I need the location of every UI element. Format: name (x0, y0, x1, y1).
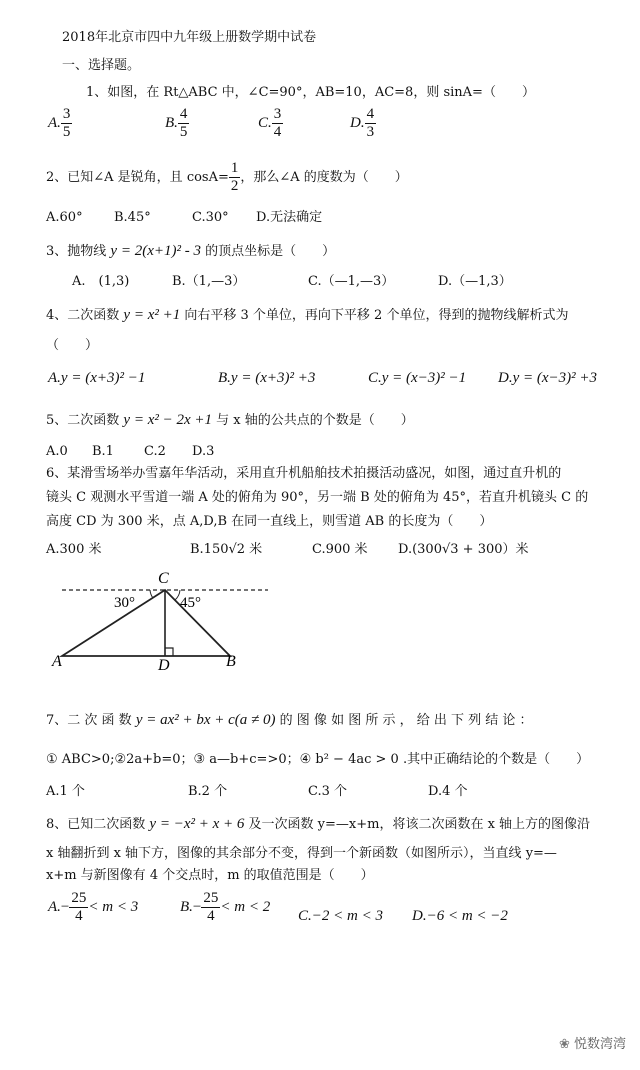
q5-option-c: C.2 (144, 444, 166, 459)
angle-45: 45° (180, 595, 201, 611)
q2-option-d: D.无法确定 (256, 210, 323, 225)
q3-option-b: B.（1,—3） (172, 274, 246, 289)
triangle-abc (62, 590, 230, 656)
q8-option-d: D.−6 < m < −2 (412, 908, 508, 924)
q7-option-c: C.3 个 (308, 784, 348, 799)
right-angle-mark (165, 648, 173, 656)
q7-stem-line-1: 7、二 次 函 数 y = ax² + bx + c(a ≠ 0) 的 图 像 如 图 所 示 ， 给 出 下 列 结 论 ： (46, 712, 533, 728)
q8-stem-line-1: 8、已知二次函数 y = −x² + x + 6 及一次函数 y=—x+m，将该二次函数在 x 轴上方的图像沿 (46, 816, 591, 832)
q8-stem-line-3: x+m 与新图像有 4 个交点时，m 的取值范围是（ ） (46, 868, 374, 883)
q8-option-a: A.− $\frac{25}{4}$ < m < 3 (48, 890, 139, 924)
q4-option-b: B.y = (x+3)² +3 (218, 370, 316, 386)
q2-option-a: A.60° (46, 210, 83, 225)
q7-option-b: B.2 个 (188, 784, 228, 799)
q8-stem-line-2: x 轴翻折到 x 轴下方，图像的其余部分不变，得到一个新函数（如图所示），当直线 y=— (46, 846, 557, 861)
q3-option-c: C.（—1,—3） (308, 274, 395, 289)
angle-arc-left (150, 590, 153, 598)
q3-option-d: D.（—1,3） (438, 274, 512, 289)
paper-title: 2018年北京市四中九年级上册数学期中试卷 (62, 30, 317, 45)
q6-line-2: 镜头 C 观测水平雪道一端 A 处的俯角为 90°，另一端 B 处的俯角为 45°，若直升机镜头 C 的 (46, 490, 589, 505)
q2-option-b: B.45° (114, 210, 151, 225)
q2-stem: 2、已知∠A 是锐角，且 cosA= $\frac{1}{2}$ ，那么∠A 的度数为（ ） (46, 160, 408, 194)
q6-line-3: 高度 CD 为 300 米，点 A,D,B 在同一直线上，则雪道 AB 的长度为（ ） (46, 514, 493, 529)
q5-option-d: D.3 (192, 444, 215, 459)
q8-option-c: C.−2 < m < 3 (298, 908, 383, 924)
label-c: C (158, 570, 169, 587)
watermark: ❀ 悦数湾湾 (558, 1037, 626, 1052)
q4-option-a: A.y = (x+3)² −1 (48, 370, 146, 386)
q3-option-a: A. (1,3) (72, 274, 130, 289)
q5-option-a: A.0 (46, 444, 68, 459)
q1-option-c: C. $\frac{3}{4}$ (258, 106, 282, 140)
q7-stem-line-2: ① ABC>0;②2a+b=0；③ a—b+c=>0；④ b² − 4ac > 0 .其中正确结论的个数是（ ） (46, 752, 590, 767)
q7-option-d: D.4 个 (428, 784, 468, 799)
q3-stem: 3、抛物线 y = 2(x+1)² - 3 的顶点坐标是（ ） (46, 243, 336, 259)
label-a: A (52, 653, 62, 670)
q8-option-b: B.− $\frac{25}{4}$ < m < 2 (180, 890, 271, 924)
q6-option-a: A.300 米 (46, 542, 102, 557)
q5-stem: 5、二次函数 y = x² − 2x +1 与 x 轴的公共点的个数是（ ） (46, 412, 414, 428)
q1-option-b: B. $\frac{4}{5}$ (165, 106, 188, 140)
q2-option-c: C.30° (192, 210, 229, 225)
q1-stem: 1、如图，在 Rt△ABC 中，∠C=90°，AB=10，AC=8，则 sinA=（ ） (86, 85, 535, 100)
section-heading: 一、选择题。 (62, 58, 141, 73)
q6-option-b: B.150√2 米 (190, 542, 263, 557)
label-b: B (226, 653, 236, 670)
q5-option-b: B.1 (92, 444, 114, 459)
q1-option-d: D. $\frac{4}{3}$ (350, 106, 375, 140)
angle-30: 30° (114, 595, 135, 611)
q6-triangle-figure (40, 568, 280, 672)
q7-option-a: A.1 个 (46, 784, 85, 799)
q6-option-d: D.(300√3 + 300）米 (398, 542, 529, 557)
wechat-icon: ❀ (558, 1037, 574, 1052)
q4-option-c: C.y = (x−3)² −1 (368, 370, 467, 386)
q1-option-a: A. $\frac{3}{5}$ (48, 106, 71, 140)
q4-stem: 4、二次函数 y = x² +1 向右平移 3 个单位，再向下平移 2 个单位，得到的抛物线解析式为 (46, 307, 569, 323)
label-d: D (158, 657, 170, 672)
q6-option-c: C.900 米 (312, 542, 368, 557)
q4-option-d: D.y = (x−3)² +3 (498, 370, 598, 386)
q4-blank: （ ） (46, 338, 99, 353)
q6-line-1: 6、某滑雪场举办雪嘉年华活动，采用直升机船舶技术拍摄活动盛况，如图，通过直升机的 (46, 466, 562, 481)
